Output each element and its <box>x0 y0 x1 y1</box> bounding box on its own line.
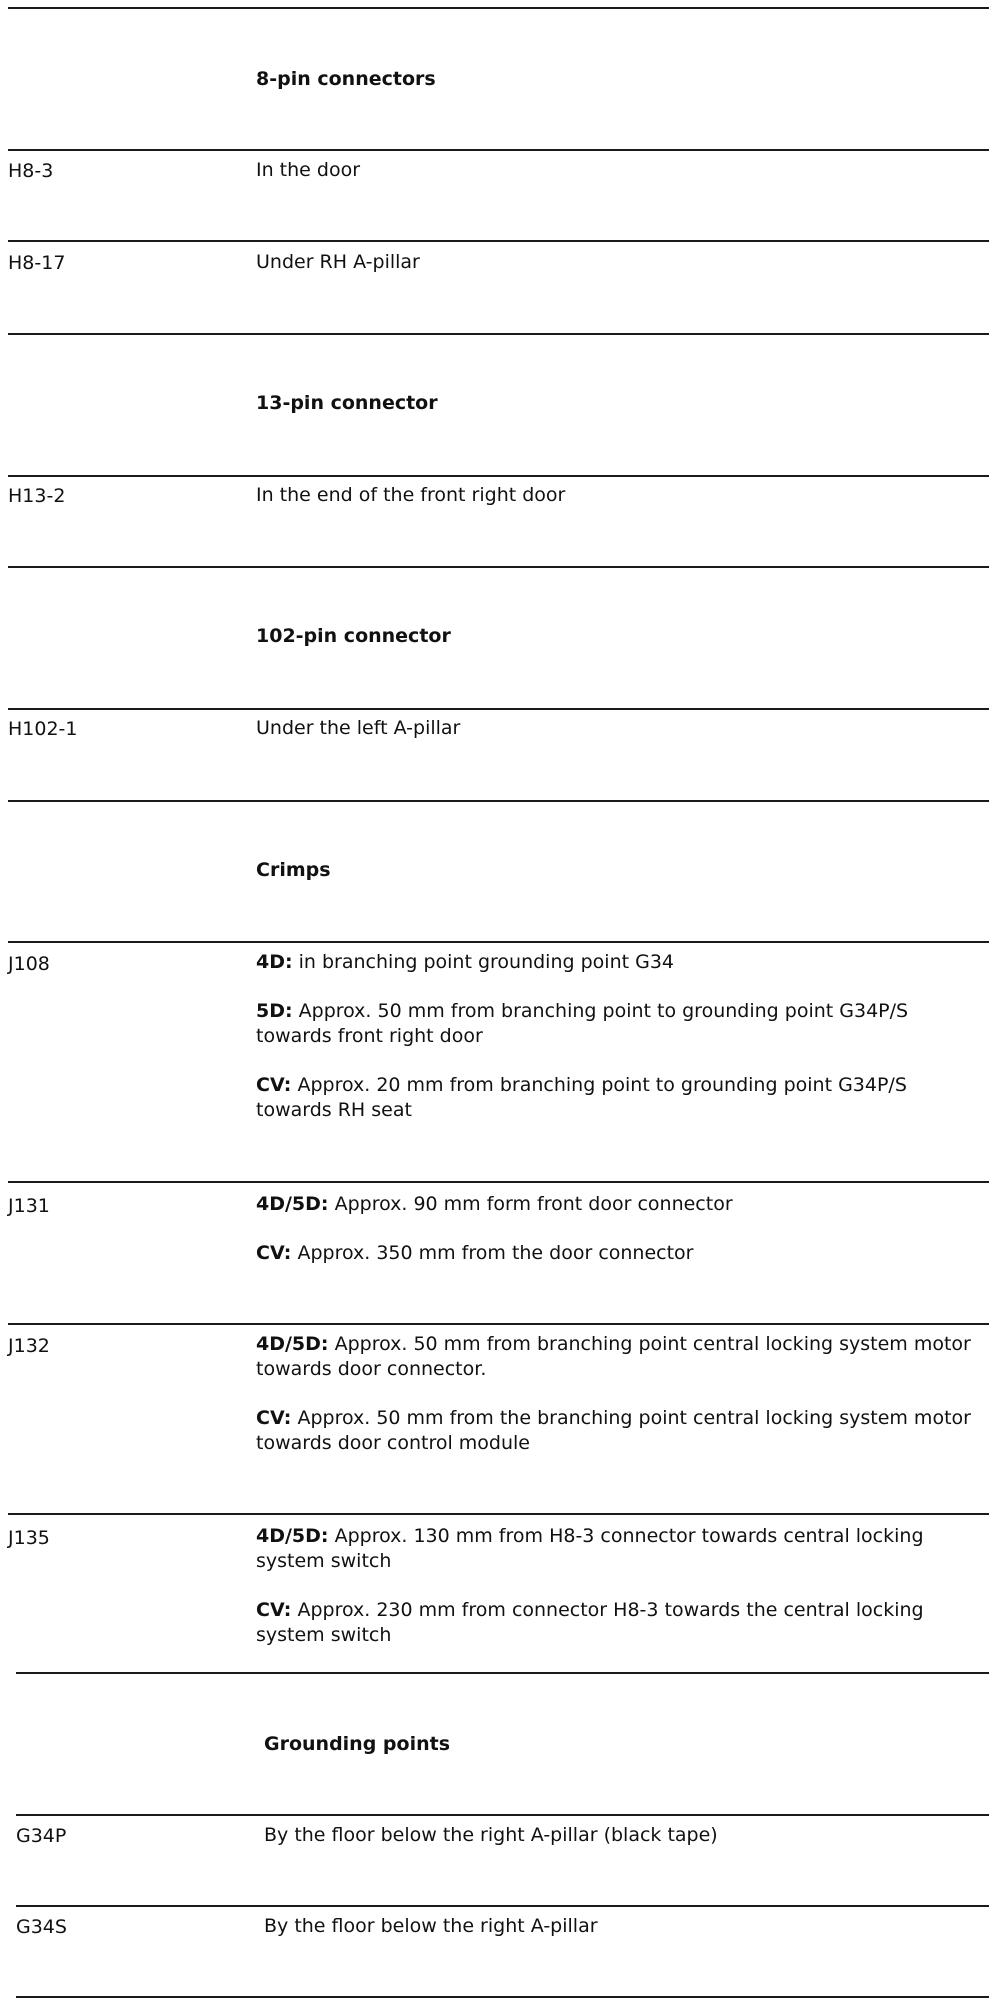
crimp-description <box>256 1332 986 1480</box>
rule-after-h8-3 <box>8 240 989 242</box>
crimp-paragraph: CV: Approx. 230 mm from connector H8-3 towards the central locking system switch <box>256 1599 924 1646</box>
connector-location: Under RH A-pillar <box>256 251 420 273</box>
rule-after-j132 <box>8 1513 989 1515</box>
rule-after-h13-2 <box>8 566 989 568</box>
rule-after-grounding-heading <box>16 1814 989 1816</box>
rule-after-g34p <box>16 1905 989 1907</box>
crimp-description <box>256 1192 986 1290</box>
rule-after-102pin-heading <box>8 708 989 710</box>
connector-location: In the end of the front right door <box>256 484 566 506</box>
section-heading-13-pin: 13-pin connector <box>256 392 438 414</box>
rule-after-h102-1 <box>8 800 989 802</box>
section-heading-102-pin: 102-pin connector <box>256 625 451 647</box>
crimp-code: J131 <box>8 1195 50 1217</box>
connector-code: H102-1 <box>8 718 78 740</box>
rule-after-8pin-heading <box>8 149 989 151</box>
crimp-paragraph: 4D/5D: Approx. 90 mm form front door connector <box>256 1193 733 1215</box>
grounding-code: G34S <box>16 1916 67 1938</box>
connector-location: Under the left A-pillar <box>256 717 461 739</box>
connector-location: In the door <box>256 159 361 181</box>
rule-bottom <box>16 1996 989 1998</box>
rule-after-13pin-heading <box>8 475 989 477</box>
crimp-description <box>256 1524 986 1672</box>
rule-after-j108 <box>8 1181 989 1183</box>
grounding-location: By the floor below the right A-pillar <box>264 1915 598 1937</box>
section-heading-8-pin: 8-pin connectors <box>256 68 436 90</box>
rule-after-h8-17 <box>8 333 989 335</box>
rule-top <box>8 7 989 9</box>
crimp-paragraph: CV: Approx. 20 mm from branching point to grounding point G34P/S towards RH seat <box>256 1074 907 1121</box>
crimp-code: J132 <box>8 1335 50 1357</box>
connector-code: H8-17 <box>8 252 66 274</box>
grounding-code: G34P <box>16 1825 67 1847</box>
rule-after-j135 <box>16 1672 989 1674</box>
crimp-paragraph: 4D/5D: Approx. 130 mm from H8-3 connector towards central locking system switch <box>256 1525 924 1572</box>
connector-code: H8-3 <box>8 160 54 182</box>
crimp-paragraph: CV: Approx. 350 mm from the door connector <box>256 1242 694 1264</box>
section-heading-grounding-points: Grounding points <box>264 1733 451 1755</box>
crimp-code: J108 <box>8 953 50 975</box>
grounding-location: By the floor below the right A-pillar (black tape) <box>264 1824 718 1846</box>
crimp-description <box>256 950 986 1147</box>
crimp-paragraph: 4D: in branching point grounding point G34 <box>256 951 674 973</box>
crimp-paragraph: 5D: Approx. 50 mm from branching point to grounding point G34P/S towards front right door <box>256 1000 909 1047</box>
rule-after-j131 <box>8 1323 989 1325</box>
crimp-code: J135 <box>8 1527 50 1549</box>
section-heading-crimps: Crimps <box>256 859 331 881</box>
rule-after-crimps-heading <box>8 941 989 943</box>
crimp-paragraph: CV: Approx. 50 mm from the branching point central locking system motor towards door control module <box>256 1407 971 1454</box>
connector-code: H13-2 <box>8 485 66 507</box>
crimp-paragraph: 4D/5D: Approx. 50 mm from branching point central locking system motor towards door connector. <box>256 1333 971 1380</box>
